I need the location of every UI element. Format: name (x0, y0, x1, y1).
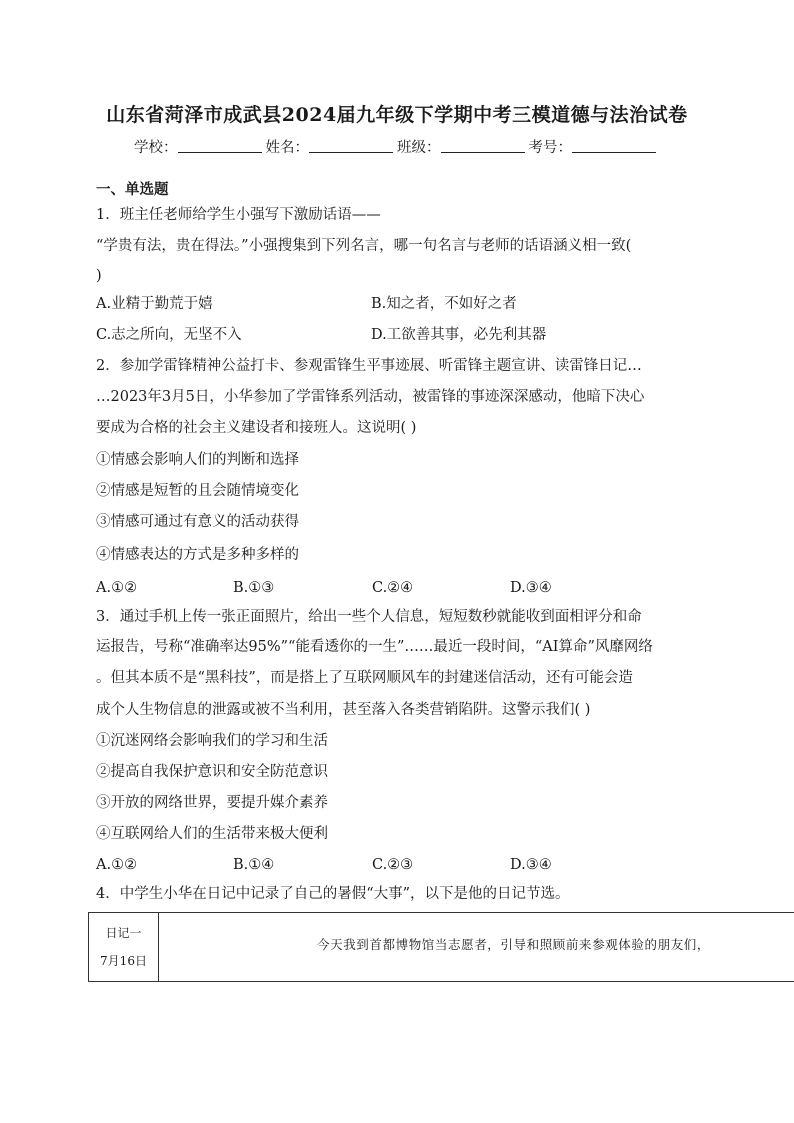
diary-header-cell (89, 913, 159, 982)
q1-line2: “学贵有法，贵在得法。”小强搜集到下列名言，哪一句名言与老师的话语涵义相一致( (96, 238, 632, 254)
q2-option-a[interactable]: A.①② (96, 580, 138, 596)
diary-label: 日记一 (105, 926, 142, 940)
q3-item-2: ②提高自我保护意识和安全防范意识 (96, 764, 328, 780)
exam-no-label: 考号： (528, 140, 572, 156)
name-label: 姓名： (265, 140, 309, 156)
q2-option-b[interactable]: B.①③ (233, 580, 275, 596)
q2-item-3: ③情感可通过有意义的活动获得 (96, 514, 299, 530)
school-label: 学校： (134, 140, 178, 156)
q3-item-1: ①沉迷网络会影响我们的学习和生活 (96, 733, 328, 749)
q2-item-1: ①情感会影响人们的判断和选择 (96, 452, 299, 468)
class-blank[interactable] (441, 136, 525, 153)
school-blank[interactable] (178, 136, 262, 153)
q3-option-d[interactable]: D.③④ (510, 857, 552, 873)
exam-no-blank[interactable] (572, 136, 656, 153)
section-heading: 一、单选题 (96, 181, 169, 198)
q3-option-c[interactable]: C.②③ (372, 857, 414, 873)
diary-content-cell (159, 913, 794, 982)
student-info-row (0, 136, 794, 157)
diary-row (89, 913, 794, 982)
q3-item-4: ④互联网给人们的生活带来极大便利 (96, 826, 328, 842)
q1-option-a[interactable]: A.业精于勤荒于嬉 (96, 296, 213, 312)
q1-option-d[interactable]: D.工欲善其事，必先利其器 (371, 327, 547, 343)
q1-option-c[interactable]: C.志之所向，无坚不入 (96, 327, 242, 343)
q3-line2: 运报告，号称“准确率达95%”“能看透你的一生”……最近一段时间，“AI算命”风靡网络 (96, 639, 653, 655)
diary-table (88, 912, 794, 982)
q4-line1: 4．中学生小华在日记中记录了自己的暑假“大事”，以下是他的日记节选。 (96, 886, 570, 902)
name-blank[interactable] (309, 136, 393, 153)
q3-item-3: ③开放的网络世界，要提升媒介素养 (96, 795, 328, 811)
q2-option-d[interactable]: D.③④ (510, 580, 552, 596)
q2-line2: …2023年3月5日，小华参加了学雷锋系列活动，被雷锋的事迹深深感动，他暗下决心 (96, 389, 645, 405)
q3-option-a[interactable]: A.①② (96, 857, 138, 873)
q3-line4: 成个人生物信息的泄露或被不当利用，甚至落入各类营销陷阱。这警示我们( ) (96, 702, 591, 718)
class-label: 班级： (397, 140, 441, 156)
q3-option-b[interactable]: B.①④ (233, 857, 275, 873)
q1-option-b[interactable]: B.知之者，不如好之者 (371, 296, 517, 312)
q2-line3: 要成为合格的社会主义建设者和接班人。这说明( ) (96, 420, 417, 436)
q1-line1: 1．班主任老师给学生小强写下激励话语—— (96, 207, 381, 223)
exam-title: 山东省菏泽市成武县2024届九年级下学期中考三模道德与法治试卷 (106, 104, 688, 126)
q2-item-4: ④情感表达的方式是多种多样的 (96, 547, 299, 563)
q2-item-2: ②情感是短暂的且会随情境变化 (96, 483, 299, 499)
q2-option-c[interactable]: C.②④ (372, 580, 414, 596)
q3-line3: 。但其本质不是“黑科技”，而是搭上了互联网顺风车的封建迷信活动，还有可能会造 (96, 670, 633, 686)
q1-line3: ) (96, 268, 102, 284)
q3-line1: 3．通过手机上传一张正面照片，给出一些个人信息，短短数秒就能收到面相评分和命 (96, 609, 642, 625)
q2-line1: 2．参加学雷锋精神公益打卡、参观雷锋生平事迹展、听雷锋主题宣讲、读雷锋日记… (96, 358, 642, 374)
diary-date: 7月16日 (100, 954, 147, 968)
diary-text: 今天我到首都博物馆当志愿者，引导和照顾前来参观体验的朋友们， (317, 937, 711, 952)
